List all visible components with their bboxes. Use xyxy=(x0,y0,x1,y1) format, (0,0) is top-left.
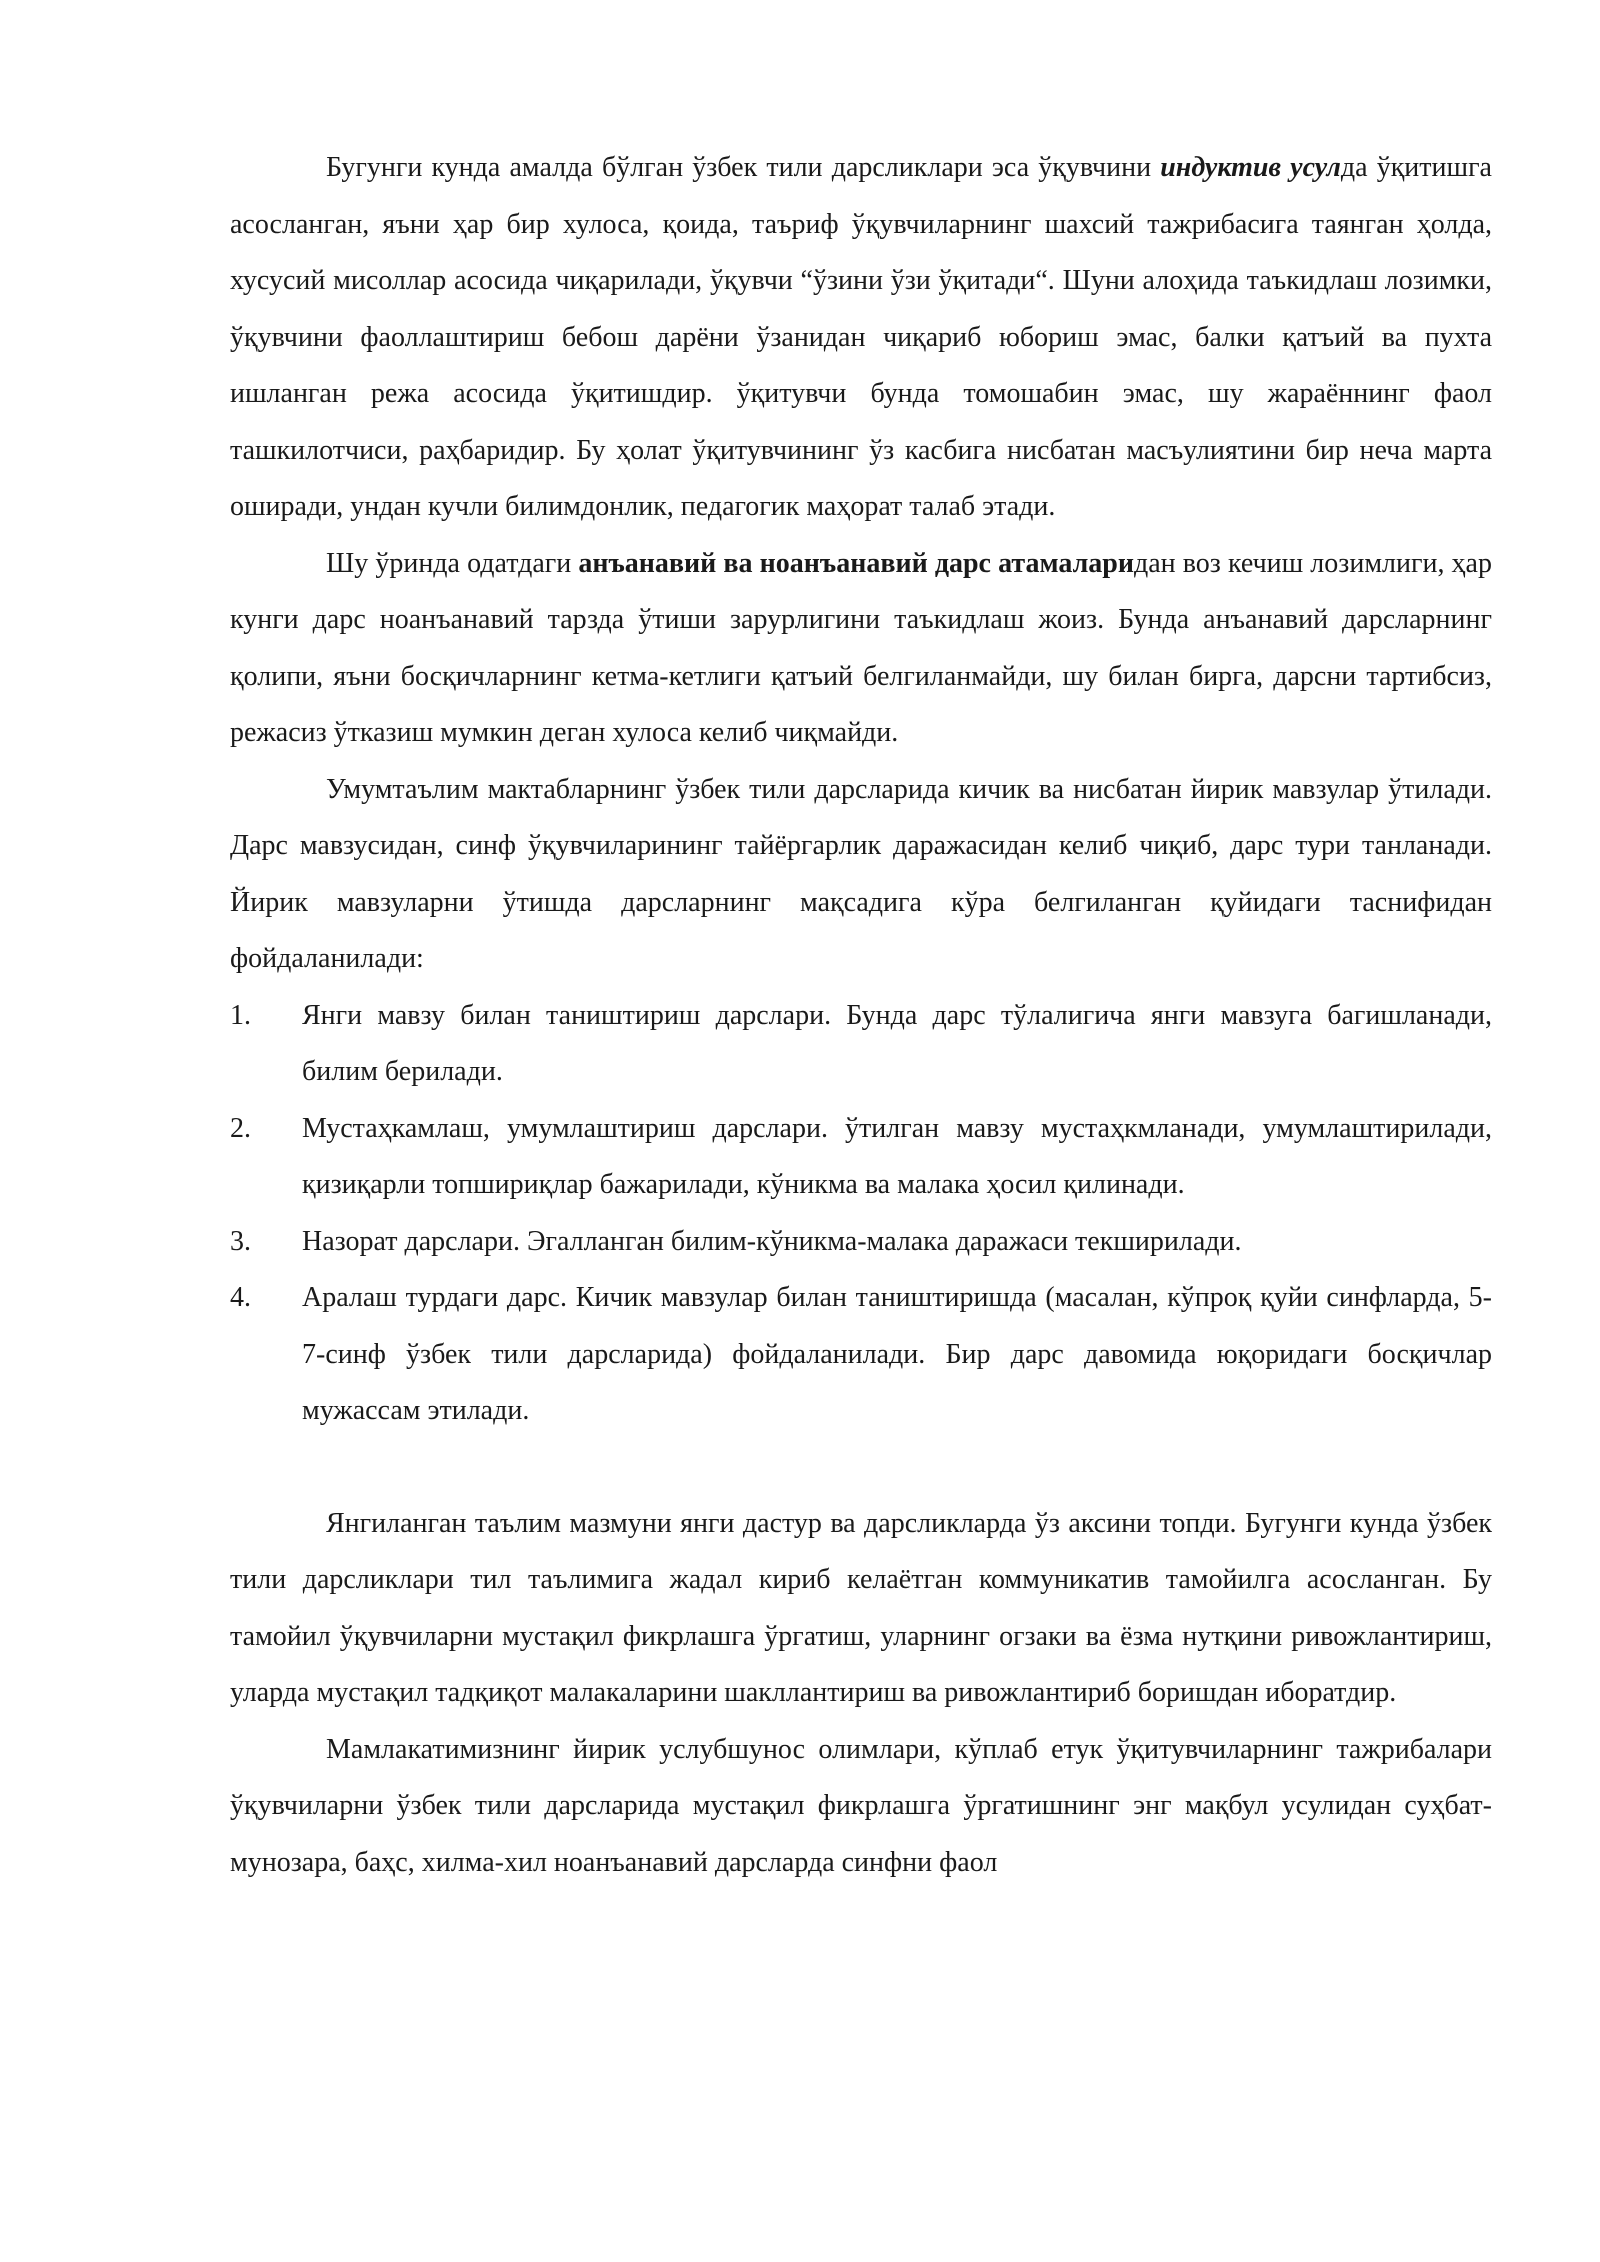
paragraph-text: дан воз кечиш лозимлиги, ҳар кунги дарс ноанъанавий тарзда ўтиши зарурлигини таъкидлаш жоиз. Бунда анъанавий дарсларнинг қолипи, яъни босқичларнинг кетма-кетлиги қатъий белгиланмайди, шу билан бирга, дарсни тартибсиз, режасиз ўтказиш мумкин деган хулоса келиб чиқмайди. xyxy=(230,547,1492,748)
blank-line xyxy=(230,1440,1492,1496)
list-item-text: Янги мавзу билан таништириш дарслари. Бунда дарс тўлалигича янги мавзуга багишланади, билим берилади. xyxy=(302,999,1492,1087)
list-item xyxy=(230,1270,1492,1440)
list-item-text: Назорат дарслари. Эгалланган билим-кўникма-малака даражаси текширилади. xyxy=(302,1225,1242,1257)
list-item-text: Мустаҳкамлаш, умумлаштириш дарслари. ўтилган мавзу мустаҳкмланади, умумлаштирилади, қизиқарли топшириқлар бажарилади, кўникма ва малака ҳосил қилинади. xyxy=(302,1112,1492,1200)
paragraph-text: да ўқитишга асосланган, яъни ҳар бир хулоса, қоида, таъриф ўқувчиларнинг шахсий тажрибасига таянган ҳолда, хусусий мисоллар асосида чиқарилади, ўқувчи “ўзини ўзи ўқитади“. Шуни алоҳида таъкидлаш лозимки, ўқувчини фаоллаштириш бебош дарёни ўзанидан чиқариб юбориш эмас, балки қатъий ва пухта ишланган режа асосида ўқитишдир. ўқитувчи бунда томошабин эмас, шу жараённинг фаол ташкилотчиси, раҳбаридир. Бу ҳолат ўқитувчининг ўз касбига нисбатан масъулиятини бир неча марта оширади, ундан кучли билимдонлик, педагогик маҳорат талаб этади. xyxy=(230,152,1492,522)
paragraph-text: Шу ўринда одатдаги xyxy=(326,547,579,579)
emphasis-lesson-terms: анъанавий ва ноанъанавий дарс атамалари xyxy=(578,547,1134,579)
paragraph-lesson-types-intro: Умумтаълим мактабларнинг ўзбек тили дарсларида кичик ва нисбатан йирик мавзулар ўтилади. Дарс мавзусидан, синф ўқувчиларининг тайёргарлик даражасидан келиб чиқиб, дарс тури танланади. Йирик мавзуларни ўтишда дарсларнинг мақсадига кўра белгиланган қуйидаги таснифидан фойдаланилади: xyxy=(230,773,1492,974)
list-item xyxy=(230,988,1492,1101)
paragraph-methodologists: Мамлакатимизнинг йирик услубшунос олимлари, кўплаб етук ўқитувчиларнинг тажрибалари ўқувчиларни ўзбек тили дарсларида мустақил фикрлашга ўргатишнинг энг мақбул усулидан суҳбат-мунозара, баҳс, хилма-хил ноанъанавий дарсларда синфни фаол xyxy=(230,1733,1492,1878)
list-item-text: Аралаш турдаги дарс. Кичик мавзулар билан таништиришда (масалан, кўпроқ қуйи синфларда, 5-7-синф ўзбек тили дарсларида) фойдаланилади. Бир дарс давомида юқоридаги босқичлар мужассам этилади. xyxy=(302,1282,1492,1426)
paragraph-lesson-terms xyxy=(230,536,1492,762)
paragraph-text: Бугунги кунда амалда бўлган ўзбек тили дарсликлари эса ўқувчини xyxy=(326,152,1161,183)
list-item-number: 1. xyxy=(230,999,251,1031)
list-item-number: 3. xyxy=(230,1225,251,1257)
list-item xyxy=(230,1214,1492,1271)
list-item xyxy=(230,1101,1492,1214)
list-item-number: 4. xyxy=(230,1282,251,1313)
emphasis-inductive-method: индуктив усул xyxy=(1160,152,1341,183)
paragraph-inductive-method xyxy=(230,140,1492,536)
document-page xyxy=(230,140,1492,1891)
lesson-types-list xyxy=(230,988,1492,1440)
paragraph-updated-content: Янгиланган таълим мазмуни янги дастур ва дарсликларда ўз аксини топди. Бугунги кунда ўзбек тили дарсликлари тил таълимига жадал кириб келаётган коммуникатив тамойилга асосланган. Бу тамойил ўқувчиларни мустақил фикрлашга ўргатиш, уларнинг огзаки ва ёзма нутқини ривожлантириш, уларда мустақил тадқиқот малакаларини шакллантириш ва ривожлантириб боришдан иборатдир. xyxy=(230,1507,1492,1708)
list-item-number: 2. xyxy=(230,1112,251,1144)
